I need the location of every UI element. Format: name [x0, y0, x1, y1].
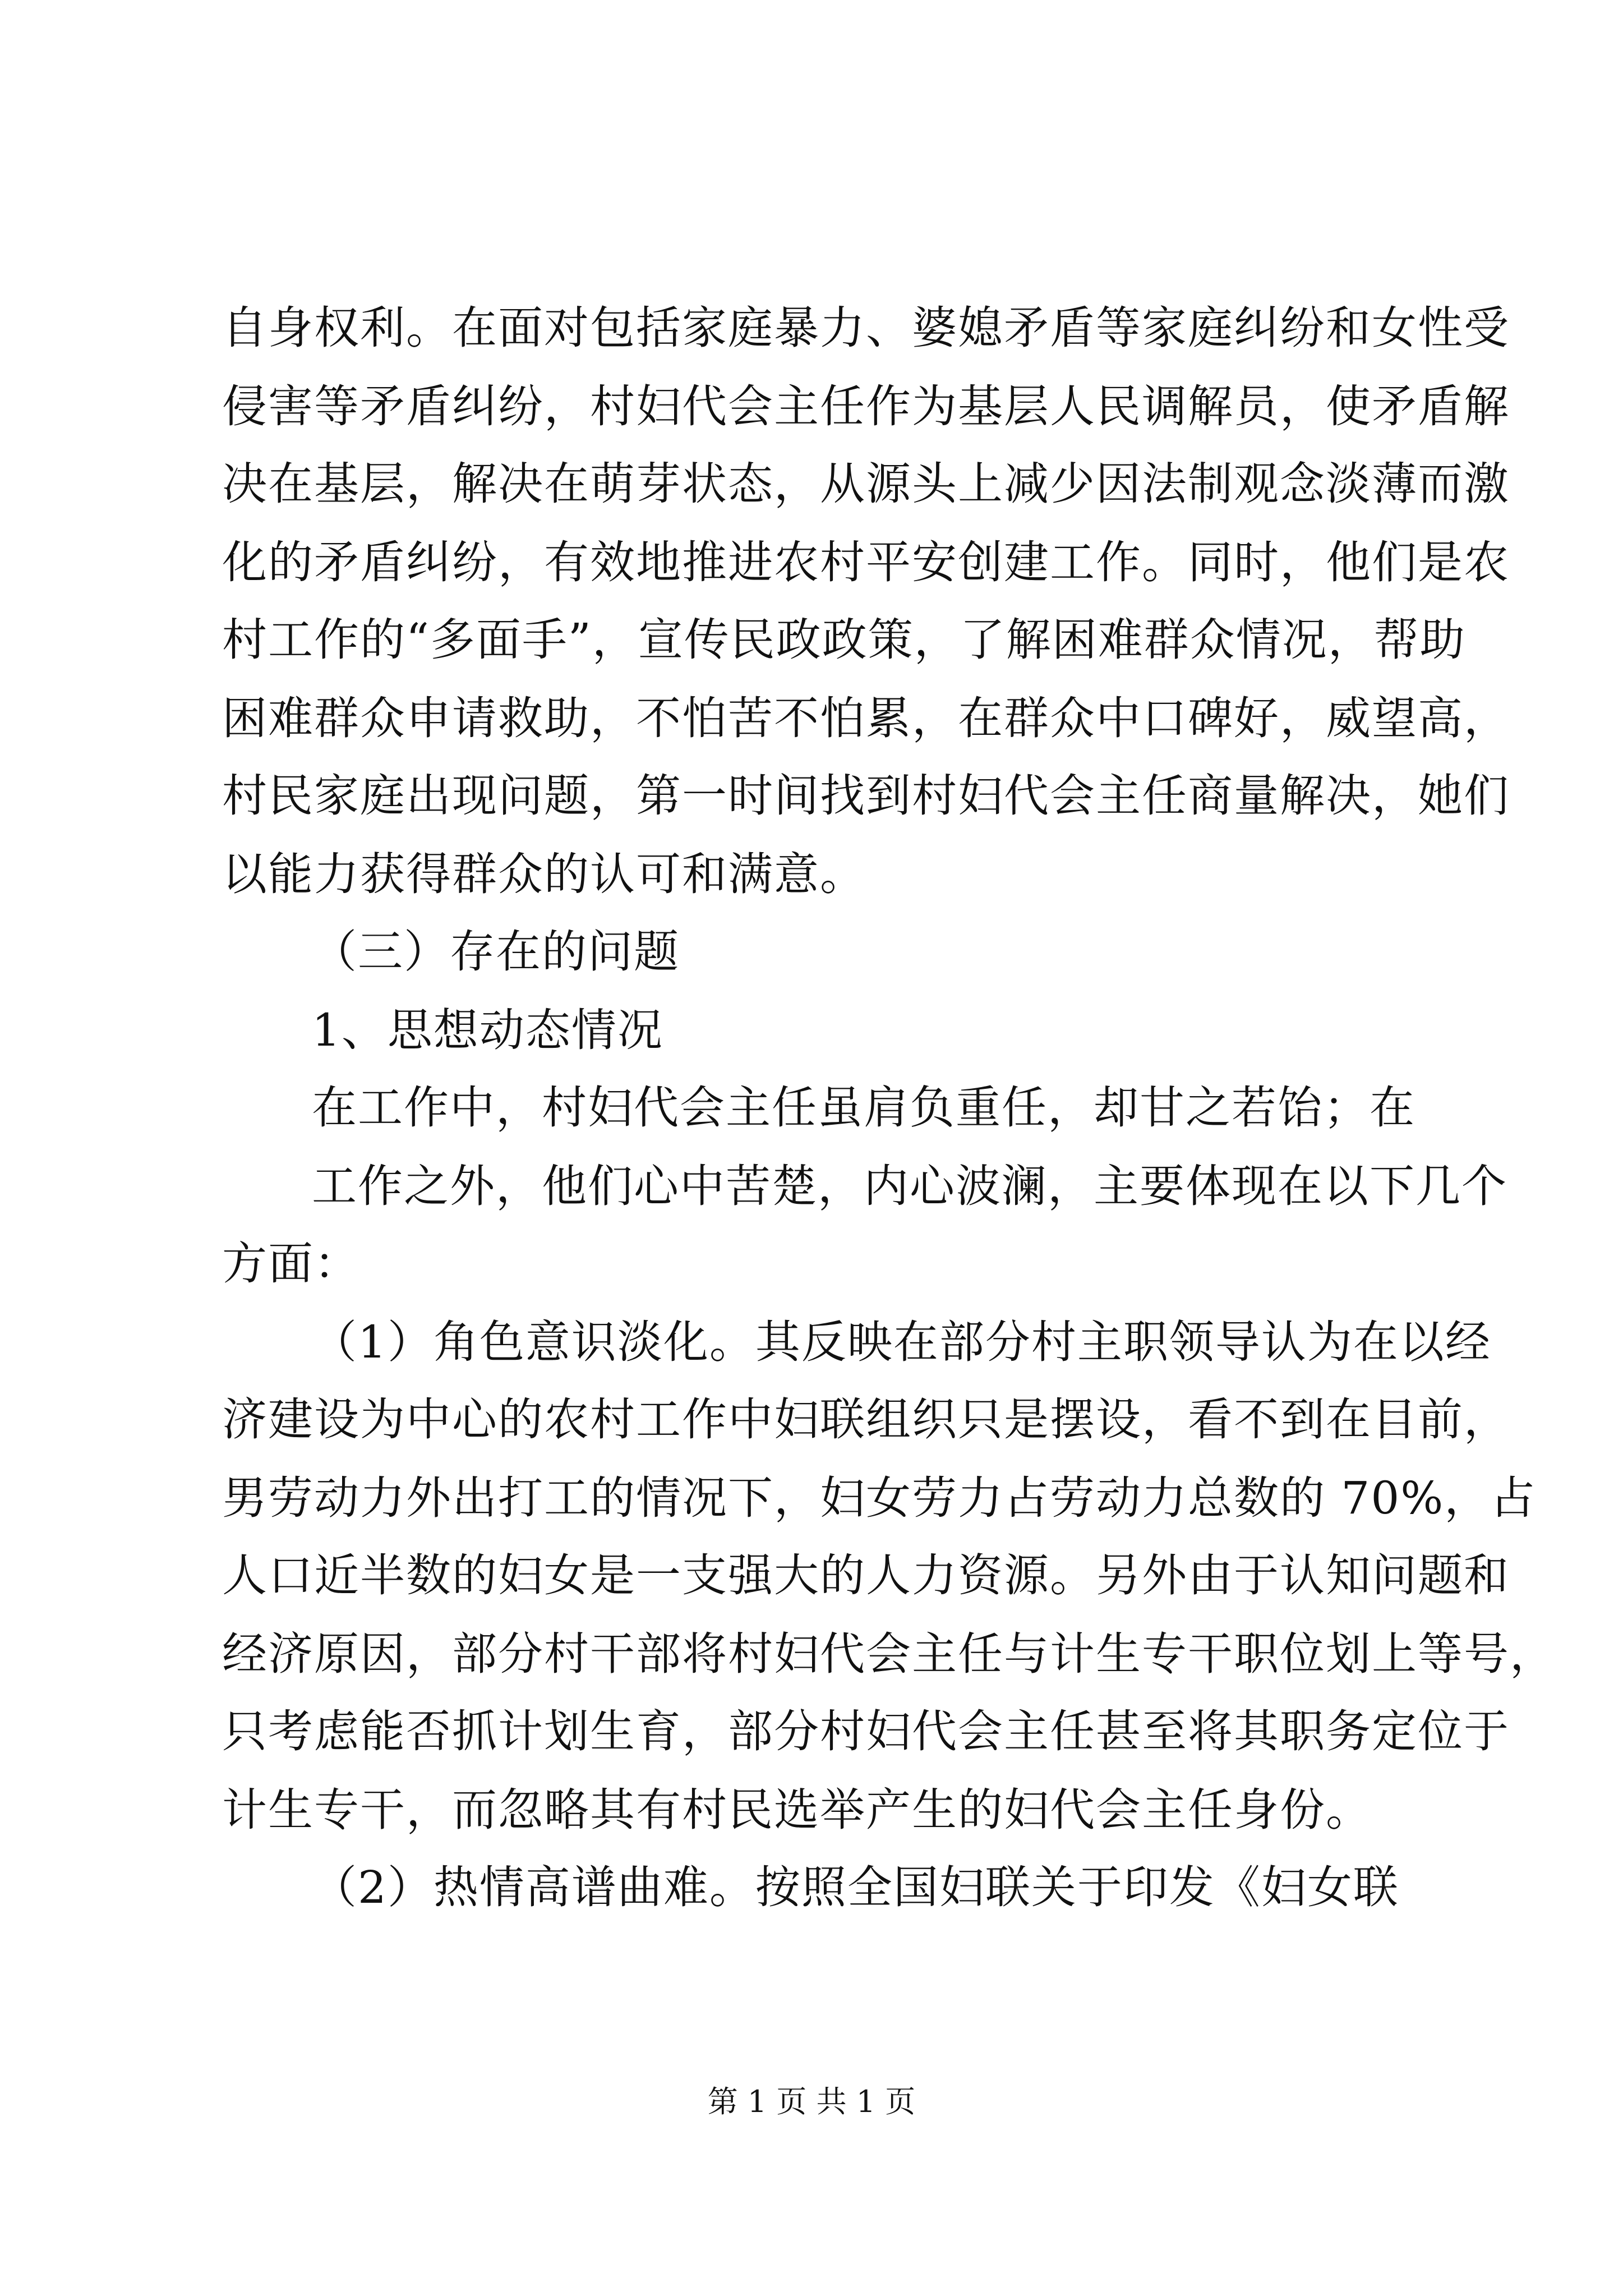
text-line: 济建设为中心的农村工作中妇联组织只是摆设，看不到在目前， — [222, 1393, 1510, 1446]
text-line: 自身权利。在面对包括家庭暴力、婆媳矛盾等家庭纠纷和女性受 — [222, 302, 1510, 354]
text-line: 村民家庭出现问题，第一时间找到村妇代会主任商量解决，她们 — [222, 770, 1510, 822]
text-line: 人口近半数的妇女是一支强大的人力资源。另外由于认知问题和 — [222, 1549, 1510, 1602]
text-line: 只考虑能否抓计划生育，部分村妇代会主任甚至将其职务定位于 — [222, 1705, 1510, 1757]
text-line: 方面： — [222, 1237, 360, 1290]
text-line: 计生专干，而忽略其有村民选举产生的妇代会主任身份。 — [222, 1784, 1372, 1836]
section-heading: （三）存在的问题 — [312, 926, 680, 978]
text-line: 男劳动力外出打工的情况下，妇女劳力占劳动力总数的 70%，占 — [222, 1472, 1537, 1524]
text-line: （2）热情高谱曲难。按照全国妇联关于印发《妇女联 — [312, 1861, 1399, 1913]
text-line: 以能力获得群众的认可和满意。 — [222, 848, 866, 900]
text-line: 在工作中，村妇代会主任虽肩负重任，却甘之若饴；在 — [312, 1082, 1415, 1134]
text-line: 经济原因，部分村干部将村妇代会主任与计生专干职位划上等号， — [222, 1628, 1556, 1680]
subsection-heading: 1、思想动态情况 — [312, 1004, 663, 1056]
text-line: 决在基层，解决在萌芽状态，从源头上减少因法制观念淡薄而激 — [222, 458, 1510, 510]
text-line: 工作之外，他们心中苦楚，内心波澜，主要体现在以下几个 — [312, 1160, 1507, 1212]
text-line: 化的矛盾纠纷，有效地推进农村平安创建工作。同时，他们是农 — [222, 536, 1510, 588]
page-footer: 第 1 页 共 1 页 — [707, 2084, 916, 2119]
text-line: 困难群众申请救助，不怕苦不怕累，在群众中口碑好，威望高， — [222, 692, 1510, 744]
text-line: （1）角色意识淡化。其反映在部分村主职领导认为在以经 — [312, 1316, 1491, 1368]
text-line: 侵害等矛盾纠纷，村妇代会主任作为基层人民调解员，使矛盾解 — [222, 380, 1510, 432]
text-line: 村工作的“多面手”，宣传民政政策，了解困难群众情况，帮助 — [222, 614, 1466, 666]
